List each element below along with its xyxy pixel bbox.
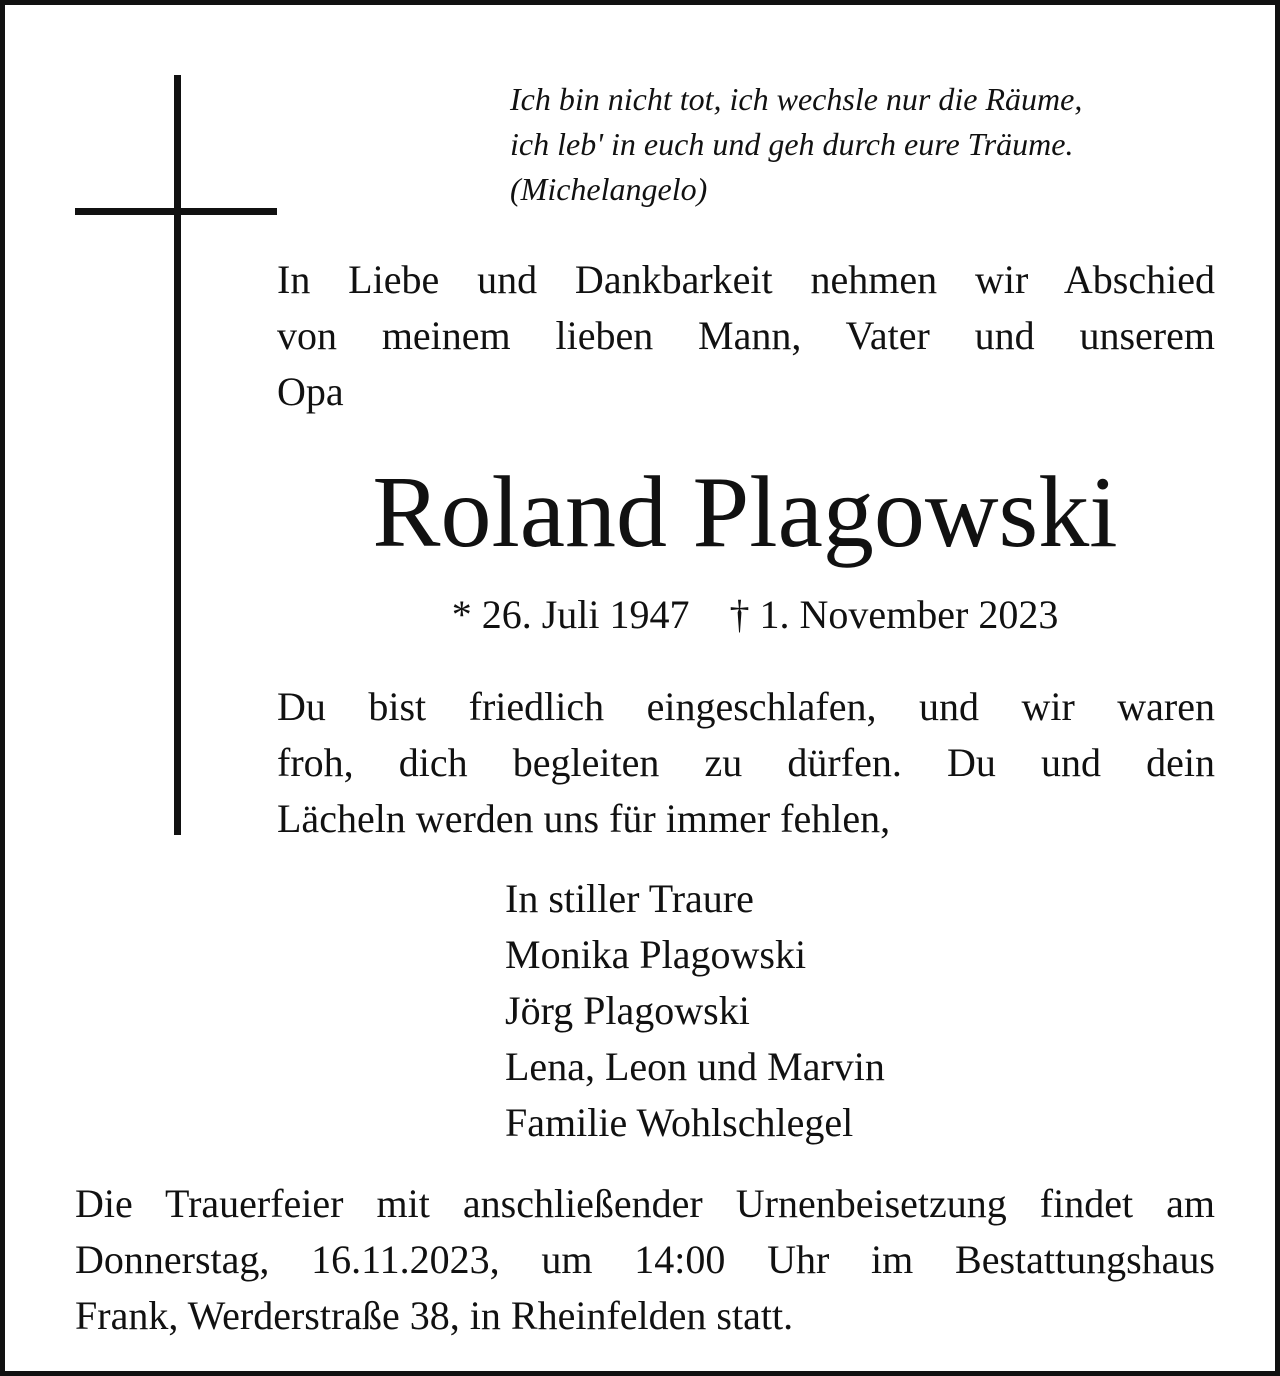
farewell-line: Lächeln werden uns für immer fehlen,: [277, 796, 891, 841]
farewell-line: froh, dich begleiten zu dürfen. Du und dein: [277, 740, 1215, 785]
motto-quote: [510, 77, 1230, 212]
motto-line: Ich bin nicht tot, ich wechsle nur die Räume,: [510, 81, 1083, 117]
death-date: † 1. November 2023: [729, 592, 1059, 637]
service-line: Donnerstag, 16.11.2023, um 14:00 Uhr im Bestattungshaus: [75, 1237, 1215, 1282]
life-dates: [375, 587, 1135, 643]
service-line: Die Trauerfeier mit anschließender Urnenbeisetzung findet am: [75, 1181, 1215, 1226]
mourner-name: Monika Plagowski: [505, 932, 807, 977]
motto-attribution: (Michelangelo): [510, 171, 708, 207]
intro-paragraph: [277, 252, 1215, 420]
intro-line: In Liebe und Dankbarkeit nehmen wir Abschied: [277, 257, 1215, 302]
mourners-heading: In stiller Traure: [505, 876, 754, 921]
service-info: [75, 1176, 1215, 1344]
service-line: Frank, Werderstraße 38, in Rheinfelden statt.: [75, 1293, 794, 1338]
cross-icon-bar: [75, 208, 277, 215]
intro-line: von meinem lieben Mann, Vater und unserem: [277, 313, 1215, 358]
motto-line: ich leb' in euch und geh durch eure Träume.: [510, 126, 1074, 162]
mourner-name: Jörg Plagowski: [505, 988, 750, 1033]
mourner-name: Lena, Leon und Marvin: [505, 1044, 885, 1089]
cross-icon: [174, 75, 181, 835]
intro-line: Opa: [277, 369, 344, 414]
farewell-paragraph: [277, 679, 1215, 847]
mourners-list: [505, 871, 1205, 1151]
farewell-line: Du bist friedlich eingeschlafen, und wir waren: [277, 684, 1215, 729]
deceased-name: Roland Plagowski: [372, 456, 1118, 569]
mourner-name: Familie Wohlschlegel: [505, 1100, 854, 1145]
birth-date: * 26. Juli 1947: [451, 592, 690, 637]
